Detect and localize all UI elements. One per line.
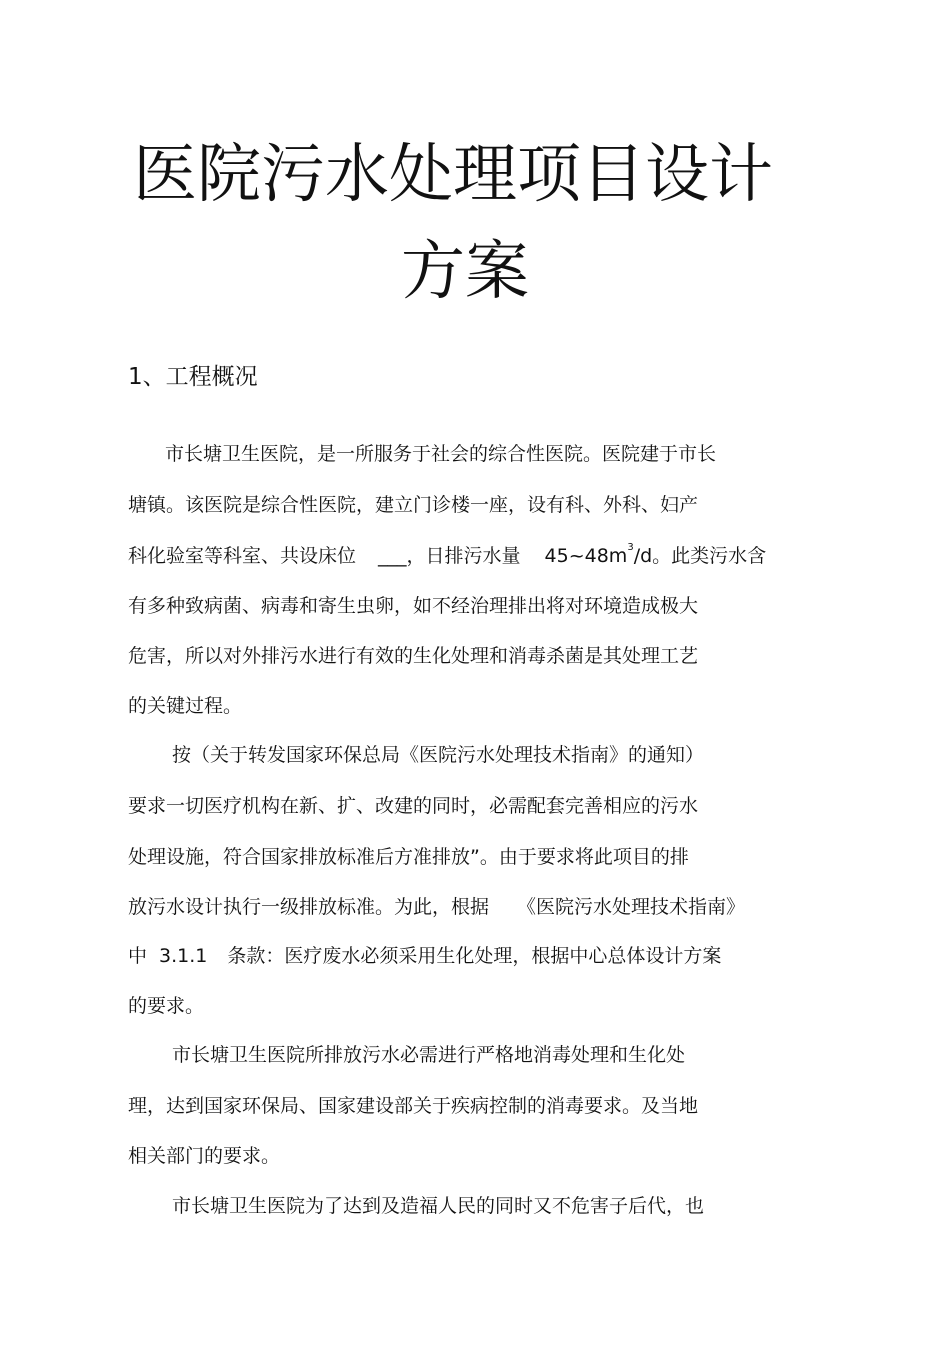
- text-run: 《医院污水处理技术指南》: [517, 896, 746, 918]
- paragraph-3-line-2: 理，达到国家环保局、国家建设部关于疾病控制的消毒要求。及当地: [128, 1095, 699, 1117]
- paragraph-2-line-2: 要求一切医疗机构在新、扩、改建的同时，必需配套完善相应的污水: [128, 795, 699, 817]
- text-run: 3.1.1: [159, 945, 208, 967]
- page-title-line-2: 方案: [401, 235, 529, 309]
- page-title-line-1: 医院污水处理项目设计: [133, 138, 773, 212]
- text-run: /d: [633, 545, 653, 567]
- paragraph-3-line-1: 市长塘卫生医院所排放污水必需进行严格地消毒处理和生化处: [172, 1044, 686, 1066]
- paragraph-1-line-6: 的关键过程。: [128, 695, 243, 717]
- paragraph-2-line-5: [128, 944, 721, 969]
- paragraph-2-line-3: 处理设施，符合国家排放标准后方准排放”。由于要求将此项目的排: [128, 846, 689, 868]
- text-run: 45~48m: [544, 545, 628, 567]
- text-run: ___，日排污水量: [378, 545, 521, 567]
- paragraph-1-line-5: 危害，所以对外排污水进行有效的生化处理和消毒杀菌是其处理工艺: [128, 645, 699, 667]
- paragraph-1-line-1: 市长塘卫生医院，是一所服务于社会的综合性医院。医院建于市长: [165, 443, 717, 465]
- text-run: 条款：医疗废水必须采用生化处理，根据中心总体设计方案: [227, 945, 722, 967]
- paragraph-3-line-3: 相关部门的要求。: [128, 1145, 281, 1167]
- paragraph-2-line-1: 按（关于转发国家环保总局《医院污水处理技术指南》的通知）: [172, 744, 705, 766]
- paragraph-2-line-6: 的要求。: [128, 995, 205, 1017]
- section-heading: 1、工程概况: [128, 364, 258, 390]
- text-run: 放污水设计执行一级排放标准。为此，根据: [128, 896, 490, 918]
- paragraph-1-line-2: 塘镇。该医院是综合性医院，建立门诊楼一座，设有科、外科、妇产: [128, 494, 699, 516]
- paragraph-4-line-1: 市长塘卫生医院为了达到及造福人民的同时又不危害子后代，也: [172, 1195, 705, 1217]
- paragraph-2-line-4: [128, 895, 745, 920]
- paragraph-1-line-4: 有多种致病菌、病毒和寄生虫卵，如不经治理排出将对环境造成极大: [128, 595, 699, 617]
- text-run: 中: [128, 945, 148, 967]
- text-run: 科化验室等科室、共设床位: [128, 545, 357, 567]
- superscript: 3: [627, 542, 634, 553]
- text-run: 。此类污水含: [652, 545, 767, 567]
- paragraph-1-line-3: [128, 544, 766, 569]
